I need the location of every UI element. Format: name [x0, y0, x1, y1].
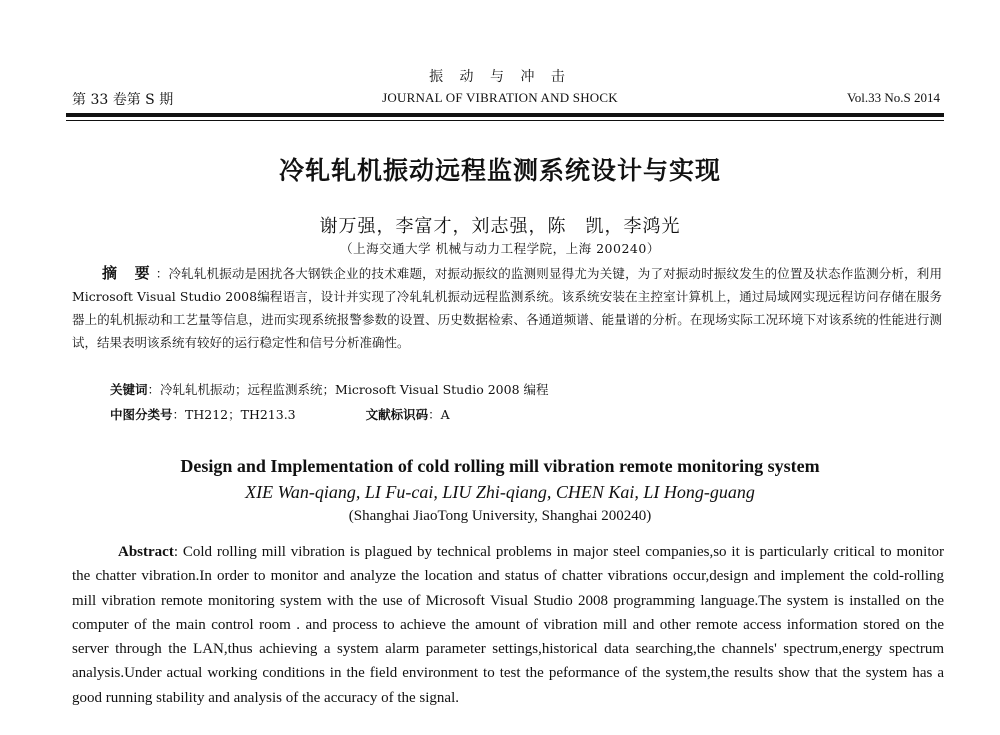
journal-name-en: JOURNAL OF VIBRATION AND SHOCK: [382, 90, 618, 105]
classification-text-cn: ：TH212；TH213.3: [172, 407, 296, 422]
abstract-label-en: Abstract: [118, 544, 174, 560]
journal-name-cn: 振 动 与 冲 击: [429, 69, 571, 85]
abstract-cn: [72, 262, 942, 354]
abstract-text-cn: ：冷轧轧机振动是困扰各大钢铁企业的技术难题，对振动振纹的监测则显得尤为关键，为了对振动时振纹发生的位置及状态作监测分析，利用Microsoft Visual Studio 2008编程语言，设计并实现了冷轧轧机振动远程监测系统。该系统安装在主控室计算机上，通过局域网实现远程访问存储在服务器上的轧机振动和工艺量等信息，进而实现系统报警参数的设置、历史数据检索、各通道频谱、能量谱的分析。在现场实际工况环境下对该系统的性能进行测试，结果表明该系统有较好的运行稳定性和信号分析准确性。: [72, 266, 942, 350]
header-rule-thick: [66, 113, 944, 117]
authors-cn: 谢万强，李富才，刘志强，陈 凯，李鸿光: [319, 216, 681, 237]
classification-label-cn: 中图分类号: [110, 407, 173, 422]
keywords-label-cn: 关键词: [110, 382, 148, 397]
classification-cn: [110, 405, 450, 423]
abstract-en: [72, 540, 944, 710]
doc-code-label-cn: 文献标识码: [365, 407, 429, 422]
volume-issue-en: Vol.33 No.S 2014: [847, 90, 940, 105]
abstract-text-en: : Cold rolling mill vibration is plagued by technical problems in major steel companies,so it is particularly critical to monitor the chatter vibration.In order to monitor and analyze the location and status of chatter vibrations occur,design and implement the cold-rolling mill vibration remote monitoring system with the use of Microsoft Visual Studio 2008 programming language.The system is installed on the computer of the main control room . and process to achieve the amount of vibration mill and other remote access information stored on the server through the LAN,thus achieving a system alarm parameter settings,historical data searching,the channels' spectrum,energy spectrum analysis.Under actual working conditions in the field environment to test the peformance of the system,the results show that the system has a good running stability and analysis of the accuracy of the signal.: [72, 544, 944, 706]
authors-en: XIE Wan-qiang, LI Fu-cai, LIU Zhi-qiang, CHEN Kai, LI Hong-guang: [245, 482, 755, 502]
keywords-text-cn: ：冷轧轧机振动；远程监测系统；Microsoft Visual Studio 2008 编程: [147, 382, 549, 397]
paper-title-cn: 冷轧轧机振动远程监测系统设计与实现: [278, 156, 721, 185]
abstract-label-cn: 摘 要: [102, 264, 156, 282]
affiliation-en: (Shanghai JiaoTong University, Shanghai 200240): [348, 508, 652, 524]
paper-title-en: Design and Implementation of cold rolling mill vibration remote monitoring system: [180, 456, 820, 476]
header-rule-thin: [66, 120, 944, 121]
affiliation-cn: （上海交通大学 机械与动力工程学院，上海 200240）: [340, 241, 660, 256]
doc-code-cn: [366, 405, 450, 423]
volume-issue-cn: 第 33 卷第 S 期: [72, 92, 174, 108]
doc-code-text-cn: ：A: [428, 407, 450, 422]
keywords-cn: [110, 380, 549, 398]
